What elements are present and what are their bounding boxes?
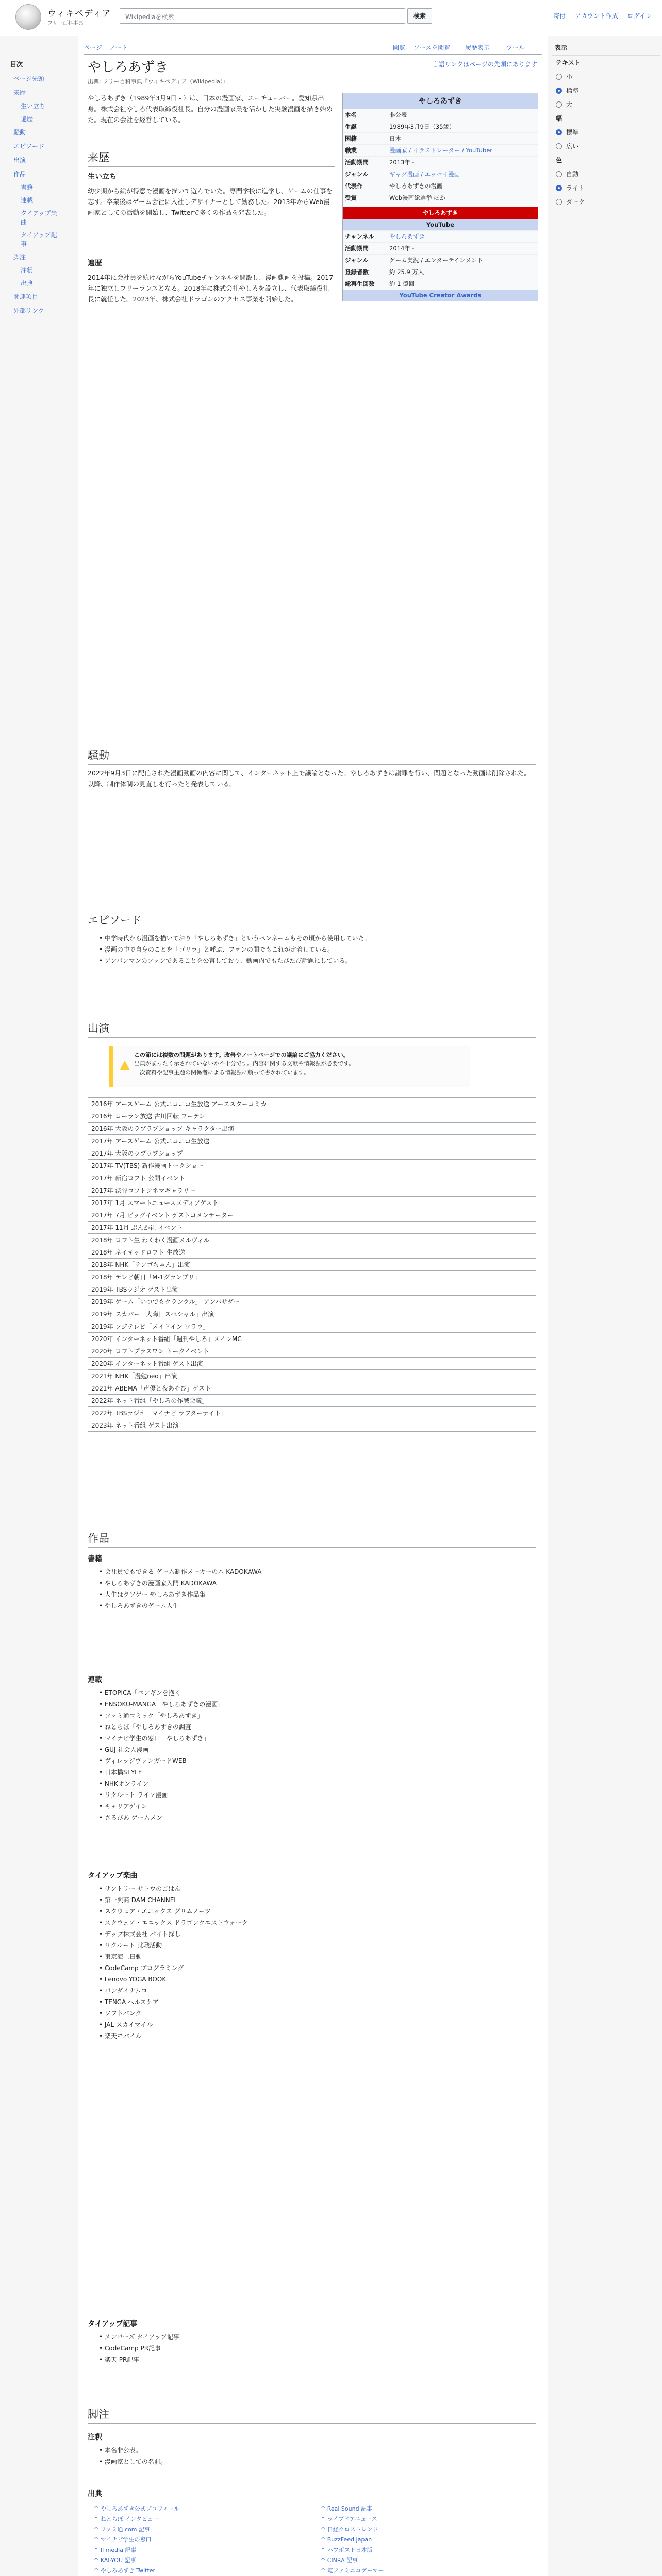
subsection-tieup: タイアップ楽曲 (88, 1872, 138, 1880)
infobox-value: 非公表 (389, 111, 407, 118)
tieup2-list (99, 2331, 532, 2365)
history-text: 2014年に会社員を続けながらYouTubeチャンネルを開設し、漫画動画を投稿。2017年に独立しフリーランスとなる。2018年に株式会社やしろを設立し、代表取締役社長に就任した。2023年、株式会社ドラゴンのアクセス事業を開始した。 (88, 274, 334, 303)
appearance-panel (552, 36, 660, 242)
color-light-option[interactable] (552, 181, 660, 195)
option-label: 小 (566, 73, 573, 80)
infobox-row (343, 168, 538, 180)
infobox-value: 1989年3月9日（35歳） (389, 123, 455, 130)
episode-list (99, 933, 532, 967)
infobox-row (343, 266, 538, 278)
tab-page[interactable]: ページ (84, 44, 102, 52)
table-row (88, 1123, 536, 1135)
toc-item-notes[interactable]: 脚注 (13, 253, 26, 261)
table-cell: 2016年 大阪のラブラブショップ キャラクター出演 (88, 1123, 536, 1135)
infobox-key: 代表作 (345, 182, 363, 190)
list-item: • JAL スカイマイル (99, 2019, 532, 2030)
list-item: • CodeCamp プログラミング (99, 1962, 532, 1974)
table-row (88, 1407, 536, 1419)
list-item: • Lenovo YOGA BOOK (99, 1974, 532, 1985)
list-item: • 楽天モバイル (99, 2030, 532, 2042)
section-works: 作品 (88, 1530, 536, 1548)
infobox-value: やしろあずきの漫画 (389, 182, 443, 190)
list-item: • GUJ 社会人漫画 (99, 1744, 532, 1755)
reference-item[interactable]: ^ Real Sound 記事 (321, 2505, 373, 2512)
subsection-birth: 生い立ち (88, 173, 117, 181)
table-row (88, 1320, 536, 1333)
infobox-key: 生誕 (345, 123, 357, 130)
table-row (88, 1345, 536, 1358)
radio-icon (556, 101, 562, 108)
text-size-label: テキスト (556, 59, 581, 66)
list-item: • デップ株式会社 バイト探し (99, 1928, 532, 1940)
notice-line: 出典がまったく示されていないか不十分です。内容に関する文献や情報源が必要です。 (134, 1060, 355, 1067)
table-cell: 2017年 アースゲーム 公式ニコニコ生放送 (88, 1135, 536, 1147)
list-item: • NHKオンライン (99, 1778, 532, 1789)
section-episode: エピソード (88, 912, 536, 929)
text-standard-option[interactable] (552, 83, 660, 97)
notice-title: この節には複数の問題があります。改善やノートページでの議論にご協力ください。 (134, 1052, 349, 1058)
table-cell: 2017年 大阪のラブラブショップ (88, 1147, 536, 1160)
table-row (88, 1098, 536, 1110)
table-cell: 2019年 ゲーム「いつでもクランクル」 アンバサダー (88, 1296, 536, 1308)
table-row (88, 1259, 536, 1271)
text-large-option[interactable] (552, 97, 660, 111)
toc-item-works[interactable]: 作品 (13, 171, 26, 178)
option-label: 広い (566, 143, 579, 150)
radio-checked-icon (556, 129, 562, 135)
list-item: • 楽天 PR記事 (99, 2354, 532, 2365)
infobox-key: チャンネル (345, 233, 374, 240)
table-cell: 2021年 ABEMA「声優と夜あそび」ゲスト (88, 1382, 536, 1395)
infobox-key: 登録者数 (345, 268, 369, 276)
reference-item[interactable]: ^ やしろあずき Twitter (94, 2567, 156, 2574)
toc-sub-serial[interactable]: 連載 (21, 197, 34, 204)
page-tabs (84, 41, 542, 55)
list-item: • やしろあずきのゲーム人生 (99, 1600, 532, 1612)
intro-text: やしろあずき（1989年3月9日 - ）は、日本の漫画家、ユーチューバー。愛知県出身。株式会社やしろ代表取締役社長。自分の漫画家業を活かした実験漫画を描き始めた。現在の会社を経営している。 (88, 94, 333, 124)
table-cell: 2022年 TBSラジオ「マイナビ ラフターナイト」 (88, 1407, 536, 1419)
reference-item[interactable]: ^ 電ファミニコゲーマー (321, 2567, 384, 2574)
table-row (88, 1172, 536, 1184)
toc-sidebar (0, 36, 78, 2576)
reference-item[interactable]: ^ マイナビ学生の窓口 (94, 2536, 152, 2543)
toc-sub-birth[interactable]: 生い立ち (21, 103, 46, 110)
infobox-value[interactable]: やしろあずき (389, 233, 425, 240)
table-row (88, 1271, 536, 1283)
page-title: やしろあずき (88, 60, 169, 75)
search-button[interactable]: 検索 (407, 8, 432, 24)
reference-item[interactable]: ^ 日経クロストレンド (321, 2526, 378, 2533)
table-row (88, 1395, 536, 1407)
table-cell: 2017年 11月 ぶんか社 イベント (88, 1222, 536, 1234)
table-row (88, 1283, 536, 1296)
option-label: ダーク (566, 198, 585, 206)
infobox-row (343, 242, 538, 254)
toc-title: 目次 (10, 61, 23, 68)
reference-item[interactable]: ^ やしろあずき公式プロフィール (94, 2505, 179, 2512)
trouble-text: 2022年9月3日に配信された漫画動画の内容に関して、インターネット上で議論となった。やしろあずきは謝罪を行い、問題となった動画は削除された。以降、制作体制の見直しを行ったと発表している。 (88, 769, 531, 788)
table-row (88, 1246, 536, 1259)
option-label: 標準 (566, 87, 579, 94)
table-cell: 2021年 NHK「漫勉neo」出演 (88, 1370, 536, 1382)
toc-sub-tieup2[interactable]: タイアップ記事 (21, 231, 57, 247)
list-item: • マイナビ学生の窓口「やしろあずき」 (99, 1733, 532, 1744)
list-item: • キャリアゲイン (99, 1801, 532, 1812)
toc-sub-books[interactable]: 書籍 (21, 184, 34, 191)
option-label: 大 (566, 101, 573, 108)
table-row (88, 1296, 536, 1308)
table-row (88, 1419, 536, 1432)
list-item: • メンバーズ タイアップ記事 (99, 2331, 532, 2343)
infobox-value: 約 1 億回 (389, 280, 415, 287)
infobox-row (343, 156, 538, 168)
list-item: • やしろあずきの漫画家入門 KADOKAWA (99, 1578, 532, 1589)
list-item: • 第一興商 DAM CHANNEL (99, 1894, 532, 1906)
infobox-value: Web漫画総選挙 ほか (389, 194, 446, 201)
color-label: 色 (556, 157, 562, 164)
list-item: • リクルート ライフ漫画 (99, 1789, 532, 1801)
infobox-title: やしろあずき (343, 93, 538, 109)
infobox-row (343, 278, 538, 290)
infobox-value[interactable]: ギャグ漫画 / エッセイ漫画 (389, 171, 460, 178)
personal-tools (546, 11, 652, 20)
section-appear: 出演 (88, 1020, 536, 1038)
infobox-row (343, 121, 538, 132)
table-cell: 2019年 フジテレビ「メイドイン ワラウ」 (88, 1320, 536, 1333)
list-item: • 漫画家としての名前。 (99, 2456, 532, 2467)
tab-history[interactable]: 履歴表示 (465, 44, 490, 52)
radio-icon (556, 171, 562, 177)
subsection-sources: 出典 (88, 2490, 102, 2498)
career-text: 幼少期から絵が得意で漫画を描いて遊んでいた。専門学校に進学し、ゲームの仕事を志す。卒業後はゲーム会社に入社しデザイナーとして勤務した。2013年からWeb漫画家としての活動を開始し、Twitterで多くの作品を発表した。 (88, 187, 333, 216)
list-item: • ねとらぼ「やしろあずきの調査」 (99, 1721, 532, 1733)
table-cell: 2017年 7月 ビッグイベント ゲストコメンテーター (88, 1209, 536, 1222)
toc-item-external[interactable]: 外部リンク (13, 307, 44, 314)
toc-sub-annotation[interactable]: 注釈 (21, 267, 34, 274)
login-link[interactable]: ログイン (627, 12, 652, 20)
reference-item[interactable]: ^ ライブドアニュース (321, 2516, 377, 2522)
table-row (88, 1382, 536, 1395)
toc-item-related[interactable]: 関連項目 (13, 293, 39, 300)
create-account-link[interactable]: アカウント作成 (574, 12, 618, 20)
list-item: • スクウェア・エニックス グリムノーツ (99, 1906, 532, 1917)
table-cell: 2017年 新宿ロフト 公開イベント (88, 1172, 536, 1184)
list-item: • スクウェア・エニックス ドラゴンクエストウォーク (99, 1917, 532, 1928)
youtube-header: やしろあずき (343, 207, 538, 219)
site-wordmark[interactable]: ウィキペディア (47, 9, 111, 19)
list-item: • 東京海上日動 (99, 1951, 532, 1962)
table-cell: 2019年 TBSラジオ ゲスト出演 (88, 1283, 536, 1296)
subsection-books: 書籍 (88, 1555, 102, 1563)
toc-item-trouble[interactable]: 騒動 (13, 129, 26, 136)
reference-item[interactable]: ^ KAI-YOU 記事 (94, 2557, 136, 2564)
site-header (0, 0, 662, 36)
table-cell: 2016年 アースゲーム 公式ニコニコ生放送 アーススターコミカ (88, 1098, 536, 1110)
toc-sub-tieup[interactable]: タイアップ楽曲 (21, 210, 57, 226)
width-standard-option[interactable] (552, 125, 660, 139)
list-item: • CodeCamp PR記事 (99, 2343, 532, 2354)
table-cell: 2018年 ネイキッドロフト 生放送 (88, 1246, 536, 1259)
list-item: • リクルート 就職活動 (99, 1940, 532, 1951)
table-cell: 2016年 コーラン放送 古川回転 フーテン (88, 1110, 536, 1123)
tieup-list (99, 1883, 532, 2042)
infobox-value: 約 25.9 万人 (389, 268, 424, 276)
list-item: • ソフトバンク (99, 2008, 532, 2019)
reference-item[interactable]: ^ ITmedia 記事 (94, 2547, 137, 2553)
tab-view-source[interactable]: ソースを閲覧 (413, 44, 451, 52)
table-row (88, 1110, 536, 1123)
option-label: 自動 (566, 171, 579, 178)
infobox-key: 国籍 (345, 135, 357, 142)
toc-item-career[interactable]: 来歴 (13, 89, 26, 96)
table-row (88, 1370, 536, 1382)
youtube-footer: YouTube Creator Awards (343, 290, 538, 301)
infobox-value: 日本 (389, 135, 401, 142)
table-cell: 2017年 渋谷ロフトシネマギャラリー (88, 1184, 536, 1197)
table-row (88, 1358, 536, 1370)
infobox-key: 活動期間 (345, 159, 369, 166)
table-cell: 2020年 ロフトプラスワン トークイベント (88, 1345, 536, 1358)
infobox-row (343, 192, 538, 204)
table-row (88, 1333, 536, 1345)
list-item: • ENSOKU-MANGA「やしろあずきの漫画」 (99, 1699, 532, 1710)
list-item: • TENGA ヘルスケア (99, 1996, 532, 2008)
infobox-row (343, 180, 538, 192)
section-trouble: 騒動 (88, 747, 536, 765)
toc-sub-sources[interactable]: 出典 (21, 280, 34, 287)
table-row (88, 1209, 536, 1222)
list-item: • 漫画の中で自身のことを「ゴリラ」と呼ぶ、ファンの間でもこれが定着している。 (99, 944, 532, 955)
infobox-row (343, 109, 538, 121)
infobox-row (343, 254, 538, 266)
infobox-value: 2014年 - (389, 245, 415, 252)
subsection-serial: 連載 (88, 1676, 102, 1684)
infobox-key: 活動期間 (345, 245, 369, 252)
infobox-key: ジャンル (345, 171, 369, 178)
appearance-title: 表示 (552, 40, 660, 56)
toc-item-top[interactable]: ページ先頭 (13, 75, 44, 82)
section-career: 来歴 (88, 149, 335, 167)
table-row (88, 1234, 536, 1246)
reference-item[interactable]: ^ BuzzFeed Japan (321, 2536, 372, 2543)
donate-link[interactable]: 寄付 (553, 12, 566, 20)
radio-checked-icon (556, 88, 562, 94)
toc-sub-history[interactable]: 遍歴 (21, 115, 34, 123)
width-label: 幅 (556, 115, 562, 122)
infobox-row (343, 230, 538, 242)
tab-talk[interactable]: ノート (109, 44, 128, 52)
toc-item-episode[interactable]: エピソード (13, 143, 45, 150)
list-item: • サントリー サトウのごはん (99, 1883, 532, 1894)
infobox-value: 2013年 - (389, 159, 415, 166)
search-input[interactable] (120, 8, 405, 24)
table-row (88, 1160, 536, 1172)
table-row (88, 1222, 536, 1234)
table-row (88, 1184, 536, 1197)
maintenance-notice (109, 1046, 470, 1087)
infobox-key: 職業 (345, 147, 357, 154)
notice-line: 一次資料や記事主題の関係者による情報源に頼って書かれています。 (134, 1069, 310, 1076)
tab-tools[interactable]: ツール (506, 44, 525, 52)
warning-icon (120, 1061, 130, 1070)
reference-item[interactable]: ^ ハフポスト日本版 (321, 2547, 373, 2553)
wikipedia-logo[interactable] (15, 4, 41, 30)
reference-item[interactable]: ^ ねとらぼ インタビュー (94, 2516, 159, 2522)
list-item: • 人生はクソゲー やしろあずき作品集 (99, 1589, 532, 1600)
radio-checked-icon (556, 185, 562, 191)
infobox-key: 総再生回数 (345, 280, 375, 287)
list-item: • 会社員でもできる ゲーム制作メーカーの本 KADOKAWA (99, 1566, 532, 1578)
table-cell: 2023年 ネット番組 ゲスト出演 (88, 1419, 536, 1432)
infobox-row (343, 144, 538, 156)
references-right (321, 2504, 537, 2576)
radio-icon (556, 199, 562, 205)
option-label: ライト (566, 184, 585, 192)
article-content (78, 36, 548, 2576)
site-tagline: フリー百科事典 (47, 21, 84, 26)
table-row (88, 1135, 536, 1147)
radio-icon (556, 74, 562, 80)
list-item: • バンダイナムコ (99, 1985, 532, 1996)
reference-item[interactable]: ^ CINRA 記事 (321, 2557, 358, 2564)
list-item: • ファミ通コミック「やしろあずき」 (99, 1710, 532, 1721)
section-notes: 脚注 (88, 2406, 536, 2424)
serial-list (99, 1687, 532, 1823)
subsection-history: 遍歴 (88, 259, 102, 267)
page-source-note: 出典: フリー百科事典『ウィキペディア（Wikipedia）』 (88, 78, 229, 85)
radio-icon (556, 143, 562, 149)
list-item: • ヴィレッジヴァンガードWEB (99, 1755, 532, 1767)
tab-read[interactable]: 閲覧 (393, 44, 406, 52)
table-cell: 2017年 1月 スマートニュースメディアゲスト (88, 1197, 536, 1209)
table-row (88, 1197, 536, 1209)
subsection-annotation: 注釈 (88, 2433, 102, 2442)
toc-item-appear[interactable]: 出演 (13, 157, 26, 164)
infobox-value[interactable]: 漫画家 / イラストレーター / YouTuber (389, 147, 493, 154)
list-item: • 本名非公表。 (99, 2445, 532, 2456)
infobox-key: 本名 (345, 111, 357, 118)
infobox-key: ジャンル (345, 257, 369, 264)
table-cell: 2020年 インターネット番組 ゲスト出演 (88, 1358, 536, 1370)
table-cell: 2017年 TV(TBS) 新作漫画トークショー (88, 1160, 536, 1172)
table-row (88, 1308, 536, 1320)
infobox-key: 受賞 (345, 194, 357, 201)
text-small-option[interactable] (552, 70, 660, 83)
infobox-row (343, 132, 538, 144)
subsection-tieup2: タイアップ記事 (88, 2320, 138, 2328)
reference-item[interactable]: ^ ファミ通.com 記事 (94, 2526, 150, 2533)
list-item: • 中学時代から漫画を描いており「やしろあずき」というペンネームもその頃から使用していた。 (99, 933, 532, 944)
youtube-subheader: YouTube (343, 219, 538, 230)
language-link[interactable]: 言語リンクはページの先頭にあります (432, 61, 537, 68)
list-item: • さるびあ ゲームメン (99, 1812, 532, 1823)
annotation-list (99, 2445, 532, 2467)
color-auto-option[interactable] (552, 167, 660, 181)
infobox (342, 93, 538, 301)
width-wide-option[interactable] (552, 139, 660, 153)
table-cell: 2019年 スカパー「大晦日スペシャル」出演 (88, 1308, 536, 1320)
table-cell: 2020年 インターネット番組「週刊やしろ」メインMC (88, 1333, 536, 1345)
search-placeholder: Wikipediaを検索 (125, 13, 174, 21)
references-left (94, 2504, 310, 2576)
list-item: • ETOPICA「ペンギンを抱く」 (99, 1687, 532, 1699)
table-cell: 2018年 NHK「テンゴちゃん」出演 (88, 1259, 536, 1271)
list-item: • 日本橋STYLE (99, 1767, 532, 1778)
option-label: 標準 (566, 129, 579, 136)
table-cell: 2018年 ロフト生 わくわく漫画メルヴィル (88, 1234, 536, 1246)
table-cell: 2022年 ネット番組「やしろの作戦会議」 (88, 1395, 536, 1407)
color-dark-option[interactable] (552, 195, 660, 209)
infobox-value: ゲーム実況 / エンターテインメント (389, 257, 484, 264)
books-list (99, 1566, 532, 1612)
appear-table (88, 1097, 536, 1432)
table-cell: 2018年 テレビ朝日「M-1グランプリ」 (88, 1271, 536, 1283)
list-item: • アンパンマンのファンであることを公言しており、動画内でもたびたび話題にしている。 (99, 955, 532, 967)
table-row (88, 1147, 536, 1160)
